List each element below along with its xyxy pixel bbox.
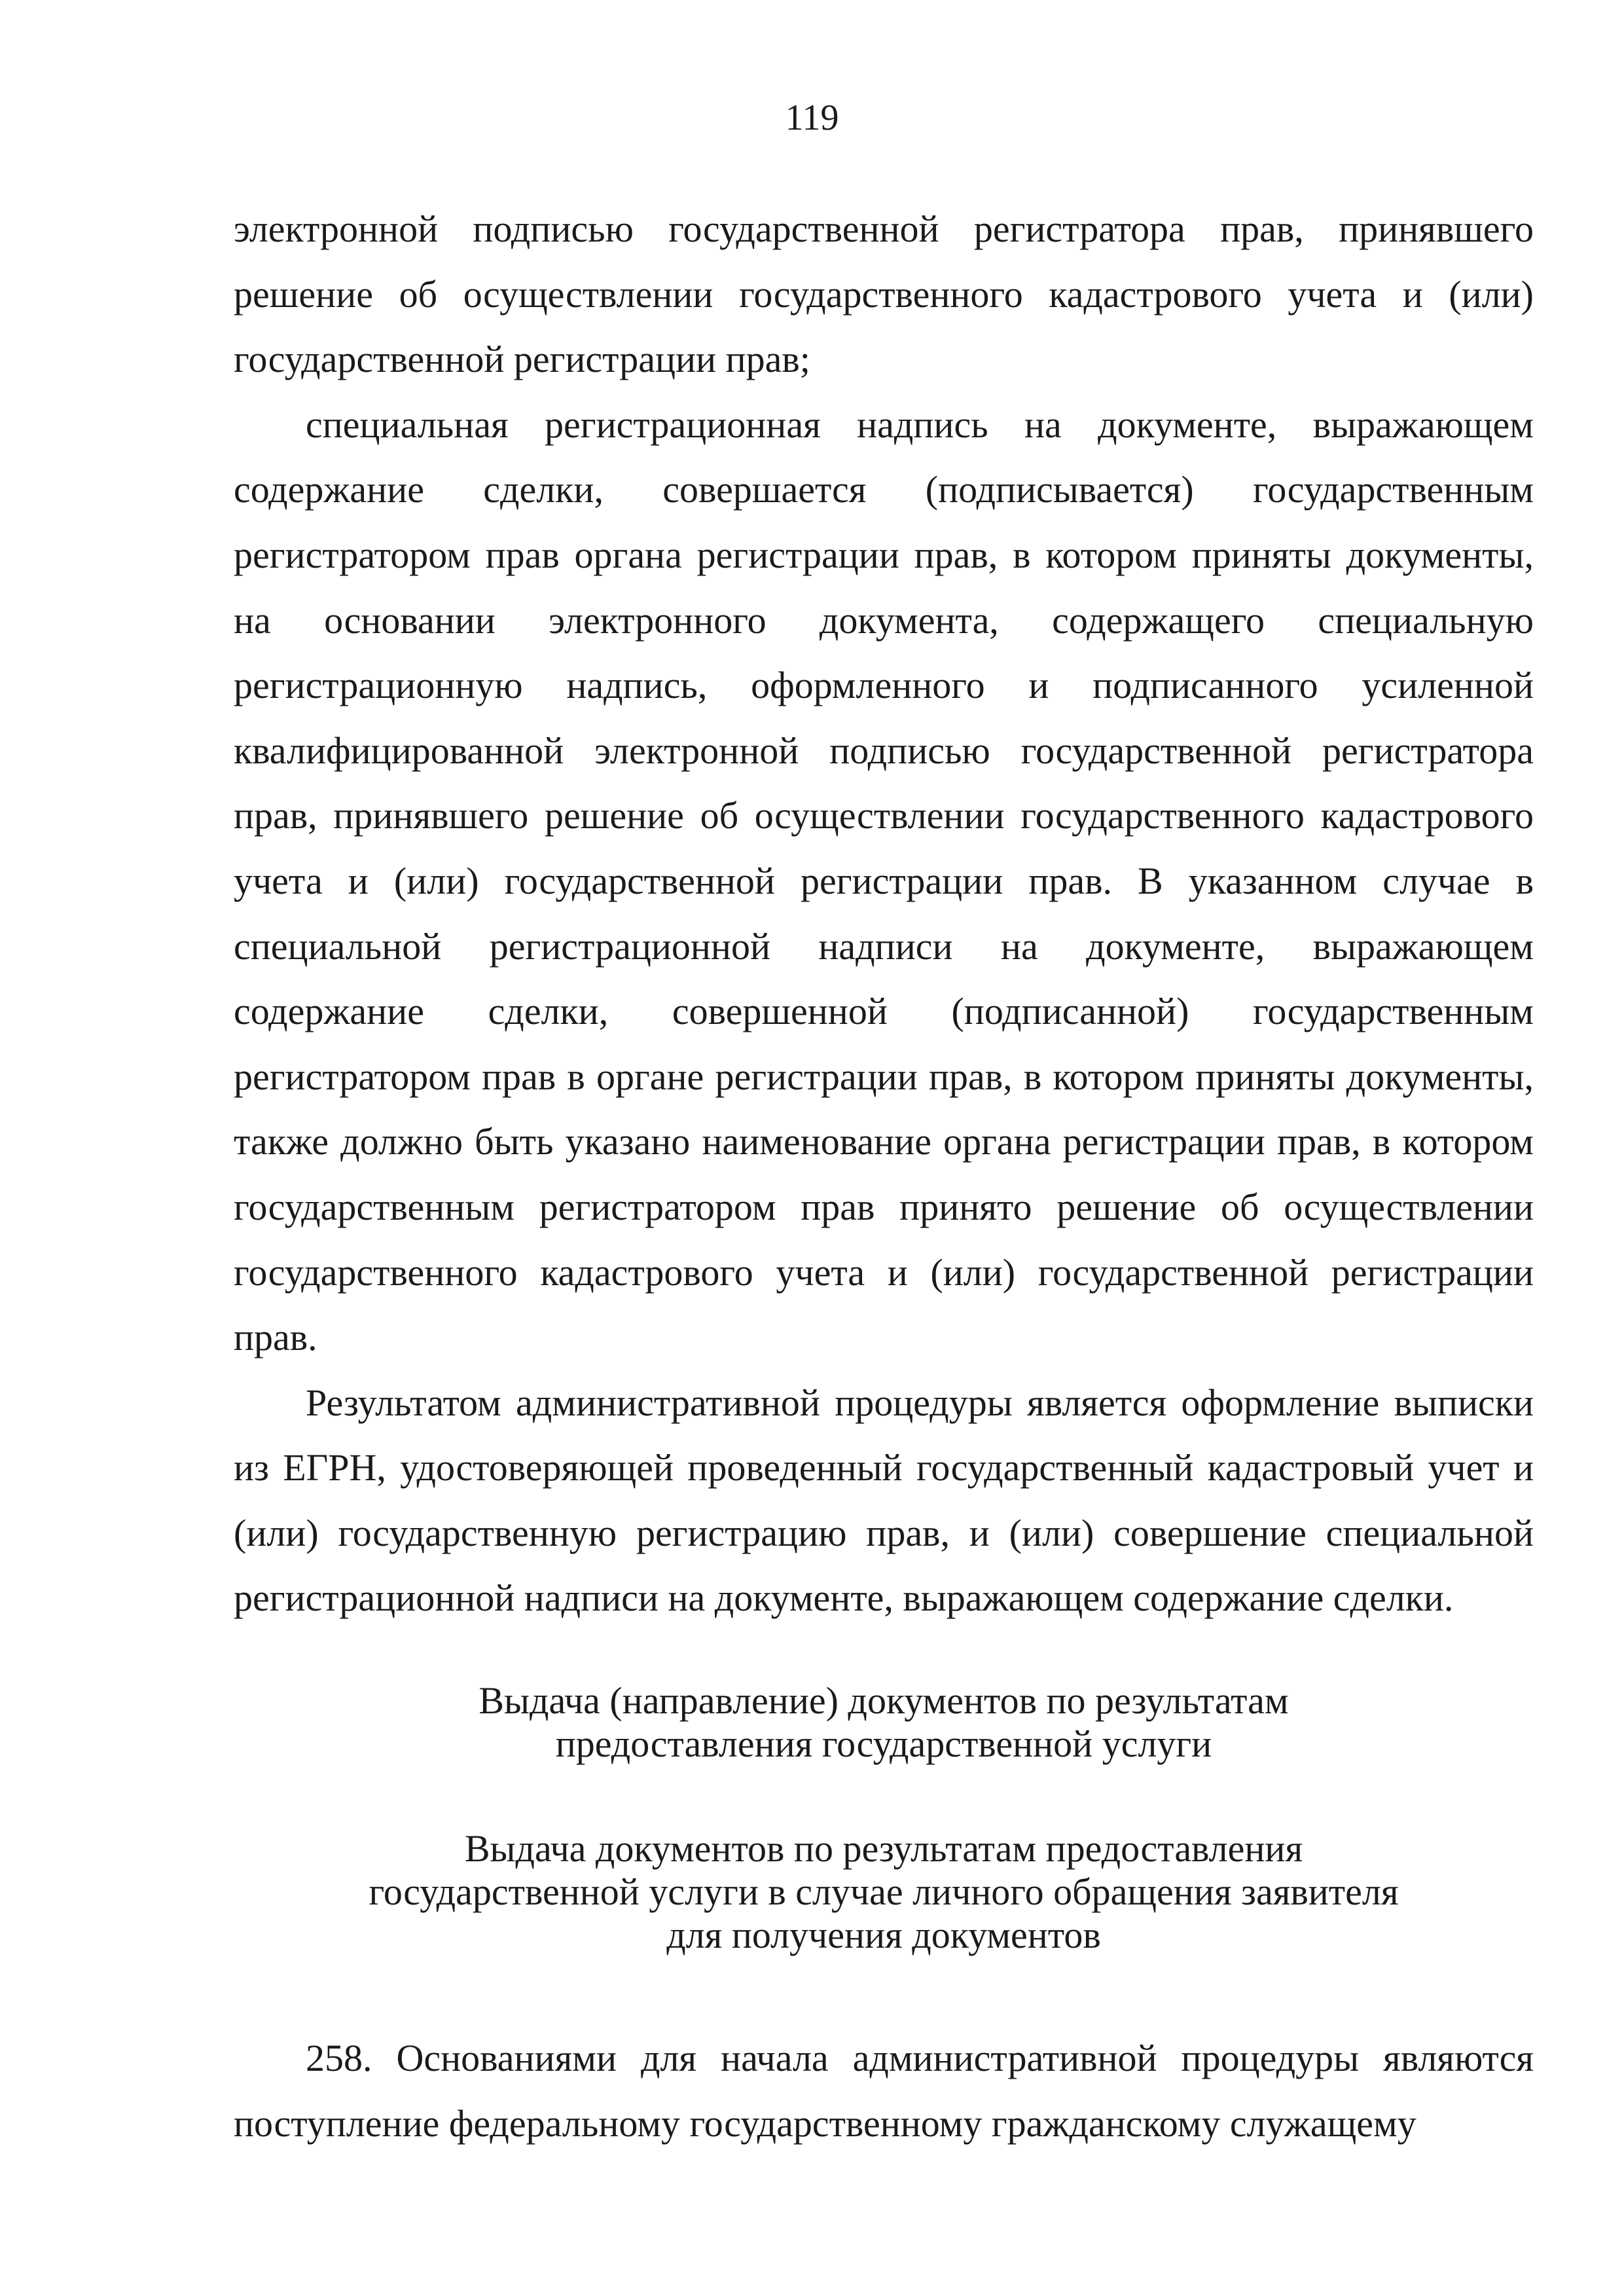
subsection-heading-line: государственной услуги в случае личного обращения заявителя (369, 1870, 1399, 1914)
subsection-heading-line: для получения документов (666, 1914, 1101, 1957)
paragraph-special-inscription: специальная регистрационная надпись на документе, выражающем содержание сделки, совершается (подписывается) государственным регистратором прав органа регистрации прав, в котором приняты документы, на основании электронного документа, содержащего специальную регистрационную надпись, оформленного и подписанного усиленной квалифицированной электронной подписью государственной регистратора прав, принявшего решение об осуществлении государственного кадастрового учета и (или) государственной регистрации прав. В указанном случае в специальной регистрационной надписи на документе, выражающем содержание сделки, совершенной (подписанной) государственным регистратором прав в органе регистрации прав, в котором приняты документы, также должно быть указано наименование органа регистрации прав, в котором государственным регистратором прав принято решение об осуществлении государственного кадастрового учета и (или) государственной регистрации прав. (234, 403, 1534, 1359)
paragraph-continuation: электронной подписью государственной регистратора прав, принявшего решение об осуществлении государственного кадастрового учета и (или) государственной регистрации прав; (234, 208, 1534, 381)
section-heading (234, 1679, 1534, 1766)
paragraph-258: 258. Основаниями для начала административной процедуры являются поступление федеральному государственному гражданскому служащему (234, 2037, 1534, 2145)
subsection-heading-line: Выдача документов по результатам предоставления (464, 1827, 1303, 1870)
section-heading-line: Выдача (направление) документов по результатам (478, 1679, 1289, 1722)
page-number: 119 (785, 98, 839, 138)
subsection-heading (234, 1827, 1534, 1957)
paragraph-result: Результатом административной процедуры является оформление выписки из ЕГРН, удостоверяющей проведенный государственный кадастровый учет и (или) государственную регистрацию прав, и (или) совершение специальной регистрационной надписи на документе, выражающем содержание сделки. (234, 1381, 1534, 1620)
section-heading-line: предоставления государственной услуги (555, 1722, 1212, 1766)
document-body (234, 196, 1534, 2156)
